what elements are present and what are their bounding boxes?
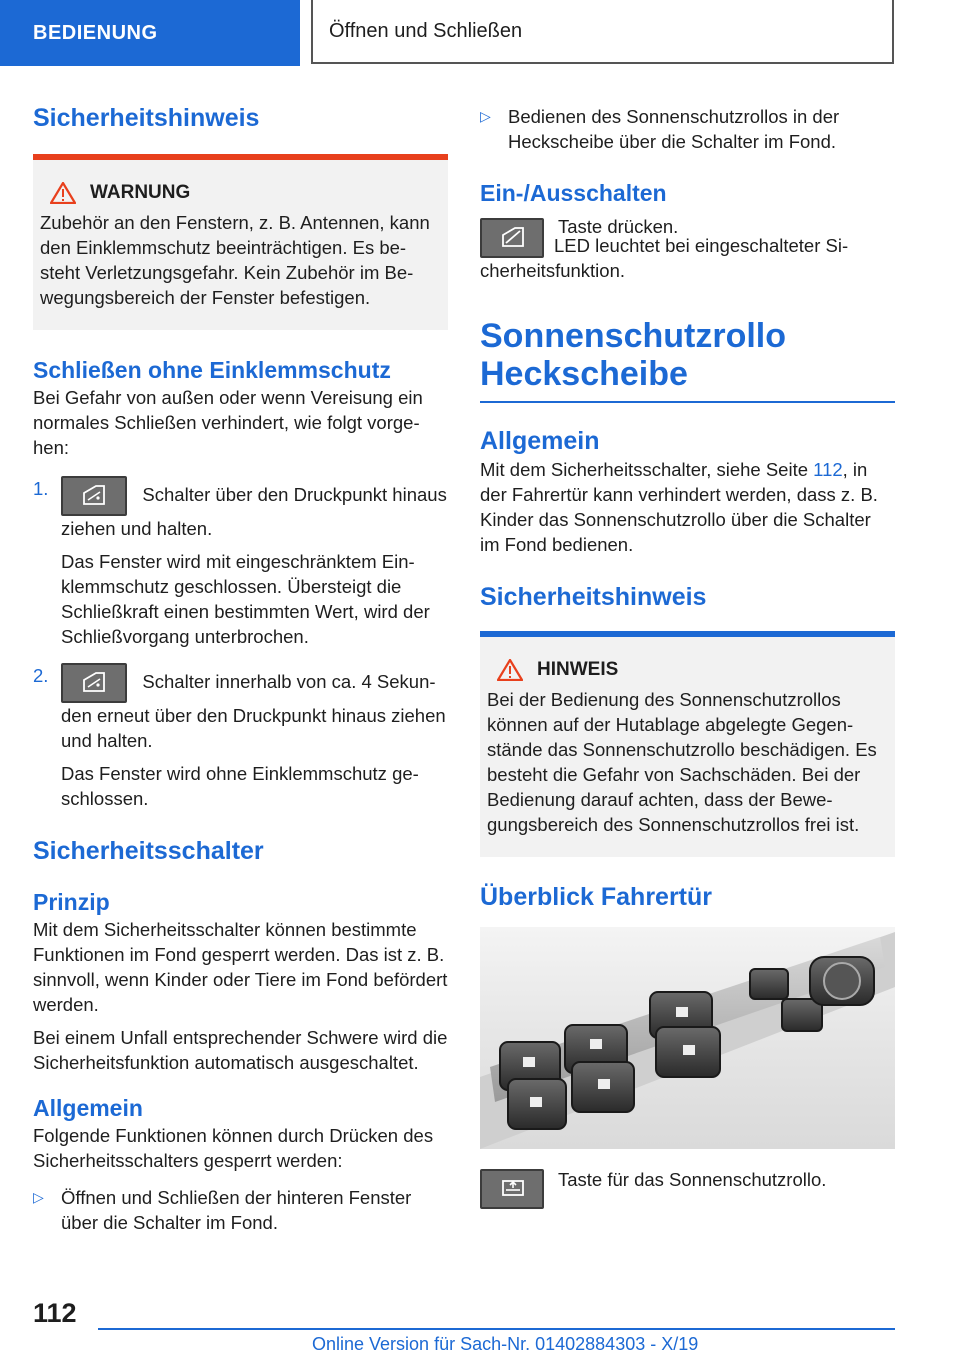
driver-door-switch-panel-image	[480, 927, 895, 1149]
header-section-tab	[0, 0, 300, 66]
warning-triangle-icon	[50, 182, 76, 204]
footer-version-text: Online Version für Sach-Nr. 01402884303 - X/19	[312, 1334, 699, 1354]
bullet-2-text: Bedienen des Sonnenschutzrollos in der Heckscheibe über die Schalter im Fond.	[508, 106, 840, 152]
step-2-text: Schalter innerhalb von ca. 4 Sekunden erneut über den Druckpunkt hinaus ziehen und halten.	[61, 670, 446, 751]
safety-switch-icon	[480, 218, 544, 258]
on-off-text-2-value: LED leuchtet bei eingeschalteter Sicherheitsfunktion.	[480, 235, 849, 281]
heading-general-right: Allgemein	[480, 427, 600, 455]
right-column	[480, 104, 895, 1209]
heading-general-left: Allgemein	[33, 1095, 143, 1121]
principle-paragraph-1: Mit dem Sicherheitsschalter können bestimmte Funktionen im Fond gesperrt werden. Das ist z. B. sinnvoll, wenn Kinder oder Tiere im Fond befördert werden.	[33, 919, 448, 1015]
sunshade-text: Taste für das Sonnenschutzrollo.	[558, 1169, 827, 1190]
general-right-post: , in der Fahrertür kann verhindert werden, dass z. B. Kinder das Sonnenschutzrollo über die Schalter im Fond bedienen.	[480, 459, 878, 555]
step-1-subtext: Das Fenster wird mit eingeschränktem Einklemmschutz geschlossen. Übersteigt die Schließkraft einen bestimmten Wert, wird der Schließvorgang unterbrochen.	[61, 551, 430, 647]
page-reference-link[interactable]: 112	[813, 459, 843, 480]
hint-title	[497, 659, 887, 681]
left-column	[33, 100, 448, 1235]
header-section-label: BEDIENUNG	[33, 21, 158, 44]
heading-rule	[480, 401, 895, 403]
step-1-text: Schalter über den Druckpunkt hinaus ziehen und halten.	[61, 483, 447, 539]
general-right-pre: Mit dem Sicherheitsschalter, siehe Seite	[480, 459, 814, 480]
heading-sunshade	[480, 317, 895, 393]
heading-sunshade-line-1: Sonnenschutzrollo	[480, 317, 786, 355]
warning-box	[33, 154, 448, 330]
driver-door-photo	[480, 927, 895, 1149]
heading-sunshade-line-2: Heckscheibe	[480, 355, 688, 393]
close-intro-text: Bei Gefahr von außen oder wenn Vereisung ein normales Schließen verhindert, wie folgt vorgehen:	[33, 387, 423, 458]
hint-box	[480, 631, 895, 857]
heading-overview: Überblick Fahrertür	[480, 883, 713, 911]
bullet-1-text: Öffnen und Schließen der hinteren Fenster über die Schalter im Fond.	[61, 1187, 412, 1233]
step-2	[33, 663, 448, 811]
principle-paragraph-2: Bei einem Unfall entsprechender Schwere wird die Sicherheitsfunktion automatisch ausgeschaltet.	[33, 1027, 448, 1073]
hint-title-text: HINWEIS	[537, 659, 619, 680]
sunshade-switch-icon	[480, 1169, 544, 1209]
heading-on-off: Ein-/Ausschalten	[480, 180, 667, 206]
page-number: 112	[33, 1298, 77, 1328]
step-1-number: 1.	[33, 478, 49, 499]
general-right-text	[480, 457, 895, 557]
general-intro-text: Folgende Funktionen können durch Drücken des Sicherheitsschalters gesperrt werden:	[33, 1125, 434, 1171]
warning-triangle-icon	[497, 659, 523, 681]
step-2-number: 2.	[33, 665, 49, 686]
header-chapter-label: Öffnen und Schließen	[329, 19, 523, 42]
heading-safety-right: Sicherheitshinweis	[480, 583, 707, 611]
window-switch-icon	[61, 663, 127, 703]
sunshade-row	[480, 1167, 895, 1209]
heading-close-without-protection: Schließen ohne Einklemmschutz	[33, 357, 391, 383]
bullet-item-1	[33, 1185, 448, 1235]
warning-text: Zubehör an den Fenstern, z. B. Antennen, kann den Einklemmschutz beeinträchtigen. Es besteht Verletzungsgefahr. Kein Zubehör im Bewegungsbereich der Fenster befestigen.	[40, 212, 430, 308]
step-2-subtext: Das Fenster wird ohne Einklemmschutz geschlossen.	[61, 763, 419, 809]
warning-title	[50, 182, 440, 204]
warning-title-text: WARNUNG	[90, 182, 191, 203]
bullet-triangle-icon: ▷	[33, 1189, 44, 1205]
on-off-text-1: Taste drücken.	[558, 216, 679, 237]
step-1	[33, 476, 448, 649]
window-switch-icon	[61, 476, 127, 516]
bullet-item-2	[480, 104, 895, 154]
heading-principle: Prinzip	[33, 889, 110, 915]
header-chapter-tab	[311, 0, 894, 64]
footer-rule	[98, 1328, 895, 1330]
hint-text: Bei der Bedienung des Sonnenschutzrollos können auf der Hutablage abgelegte Gegenstände das Sonnenschutzrollo beschädigen. Es besteht die Gefahr von Sachschäden. Bei der Bedienung darauf achten, dass der Bewegungsbereich des Sonnenschutzrollos frei ist.	[487, 689, 877, 835]
bullet-triangle-icon: ▷	[480, 108, 491, 124]
heading-safety-switch: Sicherheitsschalter	[33, 837, 264, 865]
heading-safety-left: Sicherheitshinweis	[33, 104, 260, 132]
